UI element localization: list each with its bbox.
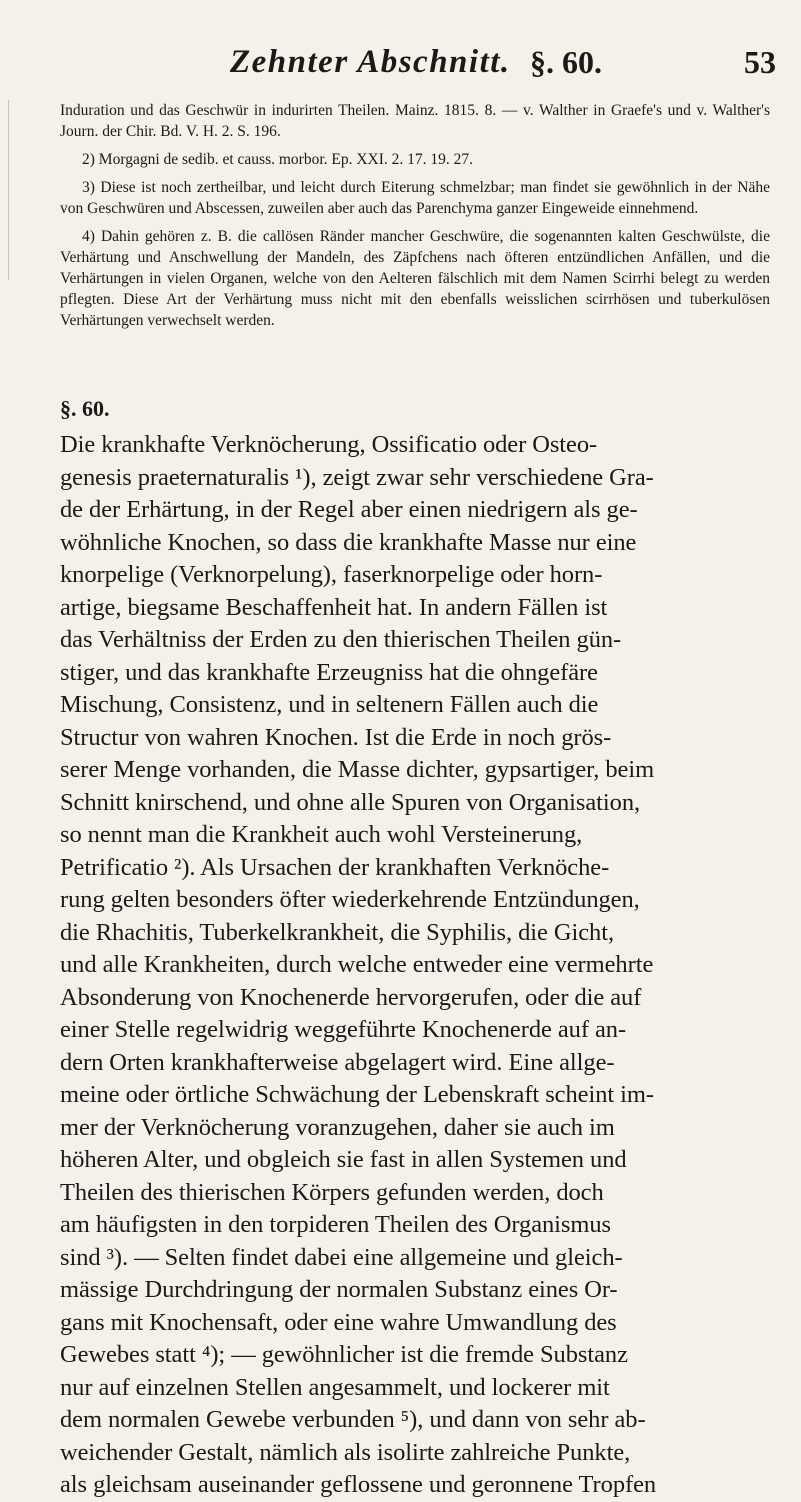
footnote-2: 2) Morgagni de sedib. et causs. morbor. Ep. XXI. 2. 17. 19. 27. <box>82 151 474 168</box>
body-line: Absonderung von Knochenerde hervorgerufen, oder die auf <box>60 983 642 1011</box>
body-line: sind ³). — Selten findet dabei eine allgemeine und gleich- <box>60 1243 623 1271</box>
body-line: dem normalen Gewebe verbunden ⁵), und dann von sehr ab- <box>60 1406 646 1433</box>
body-line: Structur von wahren Knochen. Ist die Erde in noch grös- <box>60 723 612 751</box>
header-section-number: §. 60. <box>530 44 602 80</box>
body-line: de der Erhärtung, in der Regel aber einen niedrigern als ge- <box>60 496 638 523</box>
body-line: so nennt man die Krankheit auch wohl Versteinerung, <box>60 821 583 848</box>
section-heading <box>60 396 760 422</box>
body-line: am häufigsten in den torpideren Theilen des Organismus <box>60 1211 611 1238</box>
body-line: das Verhältniss der Erden zu den thierischen Theilen gün- <box>60 626 622 653</box>
body-line: und alle Krankheiten, durch welche entweder eine vermehrte <box>60 951 654 978</box>
page-number: 53 <box>744 44 776 80</box>
running-header <box>60 44 776 84</box>
footnotes-block <box>60 100 770 338</box>
body-line: einer Stelle regelwidrig weggeführte Knochenerde auf an- <box>60 1016 627 1043</box>
body-line: meine oder örtliche Schwächung der Lebenskraft scheint im- <box>60 1081 654 1108</box>
body-line: Gewebes statt ⁴); — gewöhnlicher ist die fremde Substanz <box>60 1341 628 1368</box>
body-line: mer der Verknöcherung voranzugehen, daher sie auch im <box>60 1113 615 1141</box>
body-line: Petrificatio ²). Als Ursachen der krankhaften Verknöche- <box>60 853 610 881</box>
body-line: stiger, und das krankhafte Erzeugniss hat die ohngefäre <box>60 658 598 686</box>
footnote-4: 4) Dahin gehören z. B. die callösen Ränder mancher Geschwüre, die sogenannten kalten Geschwülste, die Verhärtung und Anschwellung der Mandeln, des Zäpfchens nach öfteren entzündlichen Anfällen, und die Verhärtungen in vielen Organen, welche von den Aelteren fälschlich mit dem Namen Scirrhi belegt zu werden pflegten. Diese Art der Verhärtung muss nicht mit den ebenfalls weisslichen scirrhösen und tuberkulösen Verhärtungen verwechselt werden. <box>60 228 770 329</box>
body-line: Theilen des thierischen Körpers gefunden werden, doch <box>60 1178 604 1206</box>
chapter-title: Zehnter Abschnitt. <box>230 44 511 80</box>
body-line: knorpelige (Verknorpelung), faserknorpelige oder horn- <box>60 561 603 588</box>
body-line: Die krankhafte Verknöcherung, Ossificatio oder Osteo- <box>60 431 598 458</box>
body-line: mässige Durchdringung der normalen Substanz eines Or- <box>60 1276 618 1303</box>
body-line: die Rhachitis, Tuberkelkrankheit, die Syphilis, die Gicht, <box>60 918 614 946</box>
body-line: weichender Gestalt, nämlich als isolirte zahlreiche Punkte, <box>60 1438 631 1466</box>
body-line: Schnitt knirschend, und ohne alle Spuren von Organisation, <box>60 788 641 816</box>
body-paragraph <box>60 429 770 1502</box>
body-line: gans mit Knochensaft, oder eine wahre Umwandlung des <box>60 1308 617 1336</box>
section-heading-text: §. 60. <box>60 396 110 421</box>
body-line: höheren Alter, und obgleich sie fast in allen Systemen und <box>60 1146 627 1173</box>
footnote-3: 3) Diese ist noch zertheilbar, und leicht durch Eiterung schmelzbar; man findet sie gewöhnlich in der Nähe von Geschwüren und Abscessen, zuweilen aber auch das Parenchyma ganzer Eingeweide einnehmend. <box>60 179 770 217</box>
footnote-continuation: Induration und das Geschwür in indurirten Theilen. Mainz. 1815. 8. — v. Walther in Graefe's und v. Walther's Journ. der Chir. Bd. V. H. 2. S. 196. <box>60 102 770 140</box>
margin-rule <box>8 100 9 280</box>
body-line: genesis praeternaturalis ¹), zeigt zwar sehr verschiedene Gra- <box>60 463 654 491</box>
body-line: als gleichsam auseinander geflossene und geronnene Tropfen <box>60 1471 657 1498</box>
body-line: artige, biegsame Beschaffenheit hat. In andern Fällen ist <box>60 593 608 621</box>
body-line: wöhnliche Knochen, so dass die krankhafte Masse nur eine <box>60 528 637 556</box>
body-line: Mischung, Consistenz, und in seltenern Fällen auch die <box>60 691 599 718</box>
body-line: nur auf einzelnen Stellen angesammelt, und lockerer mit <box>60 1373 610 1401</box>
body-line: dern Orten krankhafterweise abgelagert wird. Eine allge- <box>60 1048 615 1076</box>
body-line: serer Menge vorhanden, die Masse dichter, gypsartiger, beim <box>60 756 655 783</box>
body-line: rung gelten besonders öfter wiederkehrende Entzündungen, <box>60 886 640 913</box>
